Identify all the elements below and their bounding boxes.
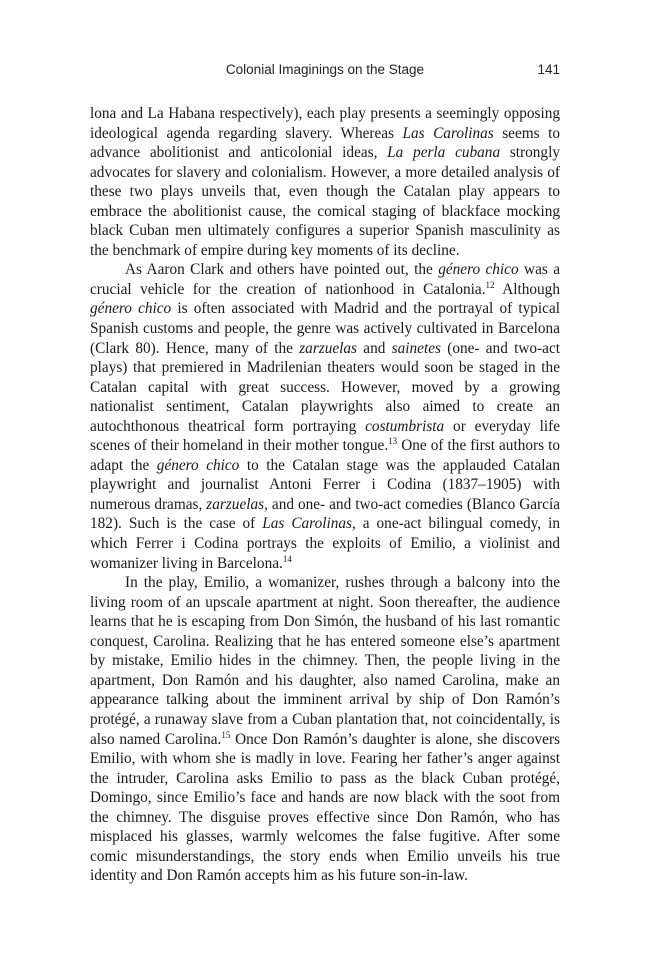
paragraph (90, 104, 560, 260)
text-run: strongly advocates for slavery and colonialism. However, a more detailed analysis of these two plays unveils that, even though the Catalan play appears to embrace the abolitionist cause, the comical staging of blackface mocking black Cuban men ultimately configures a superior Spanish masculinity as the benchmark of empire during key moments of its decline. (90, 144, 560, 259)
italic-text: costumbrista (365, 417, 445, 435)
text-run: and one- and two-act comedies (Blanco García 182). Such is the case of (90, 495, 560, 533)
italic-text: género chico (156, 456, 240, 474)
italic-text: sainetes (391, 339, 441, 357)
footnote-ref: 14 (282, 553, 292, 564)
footnote-ref: 13 (388, 436, 398, 447)
page-number: 141 (537, 62, 560, 77)
body-text (90, 104, 560, 886)
text-run: and (357, 339, 392, 357)
text-run: was a crucial vehicle for the creation of nationhood in Catalonia. (90, 261, 560, 298)
italic-text: género chico (90, 300, 172, 318)
footnote-ref: 12 (485, 279, 495, 290)
text-run: is often associated with Madrid and the portrayal of typical Spanish customs and people, the genre was actively cultivated in Barcelona (Clark 80). Hence, many of the (90, 300, 560, 357)
footnote-ref: 15 (221, 729, 231, 740)
text-run: lona and La Habana respectively), each play presents a seemingly opposing ideological agenda regarding slavery. Whereas (90, 105, 560, 142)
text-run: (one- and two-act plays) that premiered in Madrilenian theaters would soon be staged in the Catalan capital with great success. However, moved by a growing nationalist sentiment, Catalan playwrights also aimed to create an autochthonous theatrical form portraying (90, 339, 560, 435)
italic-text: género chico (438, 261, 519, 279)
italic-text: zarzuelas, (206, 495, 268, 513)
italic-text: La perla cubana (387, 144, 501, 162)
running-header (90, 62, 560, 80)
italic-text: Las Carolinas (262, 515, 352, 533)
text-run: Although (494, 280, 560, 298)
text-run: to the Catalan stage was the applauded Catalan playwright and journalist Antoni Ferrer i Codina (1837–1905) with numerous dramas, (90, 456, 560, 513)
paragraph (90, 260, 560, 573)
text-run: Once Don Ramón’s daughter is alone, she discovers Emilio, with whom she is madly in love. Fearing her father’s anger against the intruder, Carolina asks Emilio to pass as the black Cuban protégé, Domingo, since Emilio’s face and hands are now black with the soot from the chimney. The disguise proves effective since Don Ramón, who has misplaced his glasses, warmly welcomes the false fugitive. After some comic misunderstandings, the story ends when Emilio unveils his true identity and Don Ramón accepts him as his future son-in-law. (90, 730, 561, 885)
text-run: As Aaron Clark and others have pointed out, the (125, 261, 439, 279)
paragraph (90, 573, 560, 886)
text-run: , a one-act bilingual comedy, in which Ferrer i Codina portrays the exploits of Emilio, a violinist and womanizer living in Barcelona. (90, 515, 560, 572)
italic-text: Las Carolinas (402, 124, 494, 142)
text-run: seems to advance abolitionist and anticolonial ideas, (90, 124, 560, 162)
italic-text: zarzuelas (299, 339, 358, 357)
text-run: In the play, Emilio, a womanizer, rushes through a balcony into the living room of an upscale apartment at night. Soon thereafter, the audience learns that he is escaping from Don Simón, the husband of his last romantic conquest, Carolina. Realizing that he has entered someone else’s apartment by mistake, Emilio hides in the chimney. Then, the people living in the apartment, Don Ramón and his daughter, also named Carolina, make an appearance talking about the imminent arrival by ship of Don Ramón’s protégé, a runaway slave from a Cuban plantation that, not coincidentally, is also named Carolina. (90, 574, 560, 748)
running-title: Colonial Imaginings on the Stage (225, 62, 425, 77)
text-run: One of the first authors to adapt the (90, 437, 560, 474)
text-run: or everyday life scenes of their homeland in their mother tongue. (90, 417, 561, 455)
